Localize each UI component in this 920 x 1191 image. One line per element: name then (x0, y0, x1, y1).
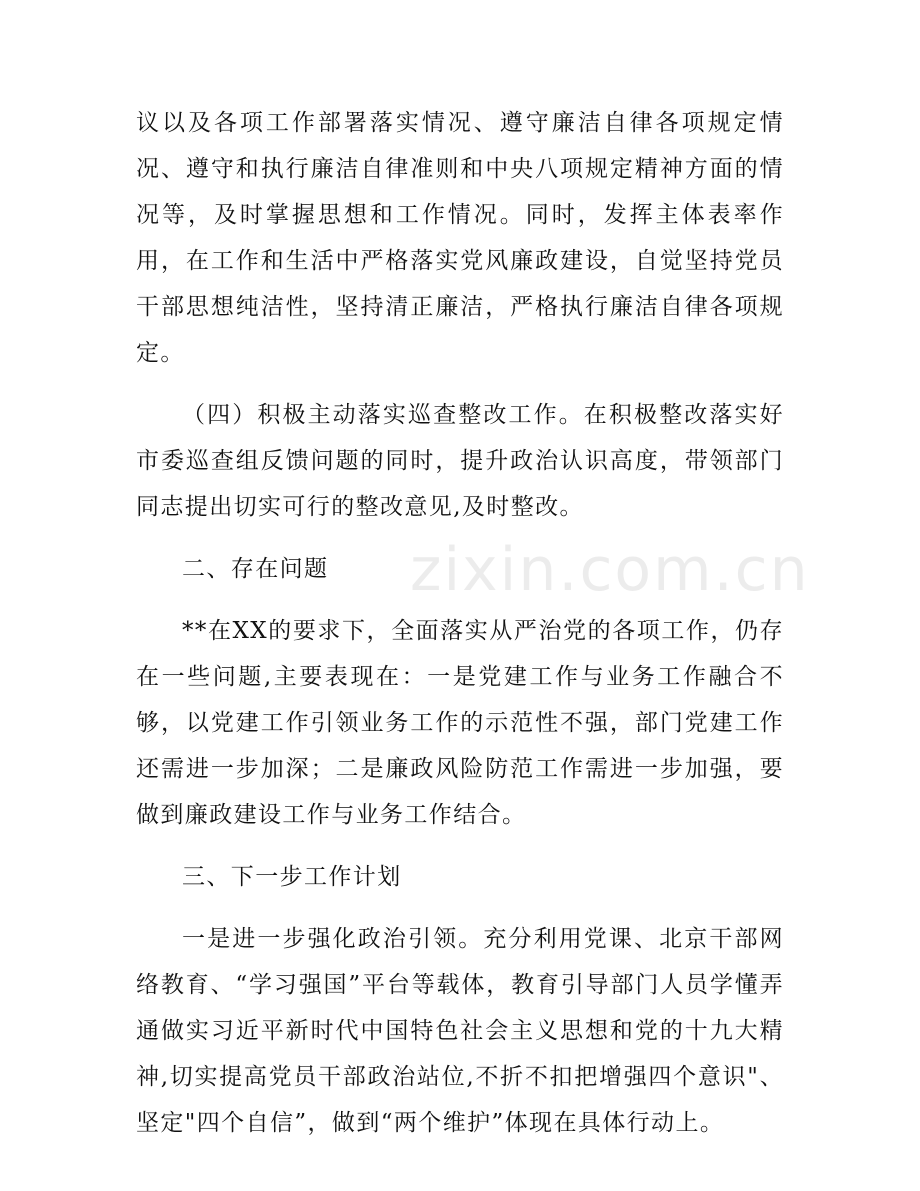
paragraph-continued: 议以及各项工作部署落实情况、遵守廉洁自律各项规定情况、遵守和执行廉洁自律准则和中央八项规定精神方面的情况等，及时掌握思想和工作情况。同时，发挥主体表率作用，在工作和生活中严格落实党风廉政建设，自觉坚持党员干部思想纯洁性，坚持清正廉洁，严格执行廉洁自律各项规定。 (136, 110, 784, 366)
section-heading-next-plan: 三、下一步工作计划 (182, 864, 402, 890)
paragraph-political-guidance: 一是进一步强化政治引领。充分利用党课、北京干部网络教育、“学习强国”平台等载体，教育引导部门人员学懂弄通做实习近平新时代中国特色社会主义思想和党的十九大精神,切实提高党员干部政治站位,不折不扣把增强四个意识"、坚定"四个自信”，做到“两个维护”体现在具体行动上。 (136, 926, 784, 1136)
paragraph-inspection-rectification: （四）积极主动落实巡查整改工作。在积极整改落实好市委巡查组反馈问题的同时，提升政治认识高度，带领部门同志提出切实可行的整改意见,及时整改。 (136, 402, 784, 520)
paragraph-problems: **在XX的要求下，全面落实从严治党的各项工作，仍存在一些问题,主要表现在：一是党建工作与业务工作融合不够，以党建工作引领业务工作的示范性不强，部门党建工作还需进一步加深；二是廉政风险防范工作需进一步加强，要做到廉政建设工作与业务工作结合。 (136, 618, 784, 828)
document-body (136, 100, 784, 1162)
section-heading-existing-problems: 二、存在问题 (182, 556, 329, 582)
watermark-text: zixin.com.cn (410, 535, 810, 605)
